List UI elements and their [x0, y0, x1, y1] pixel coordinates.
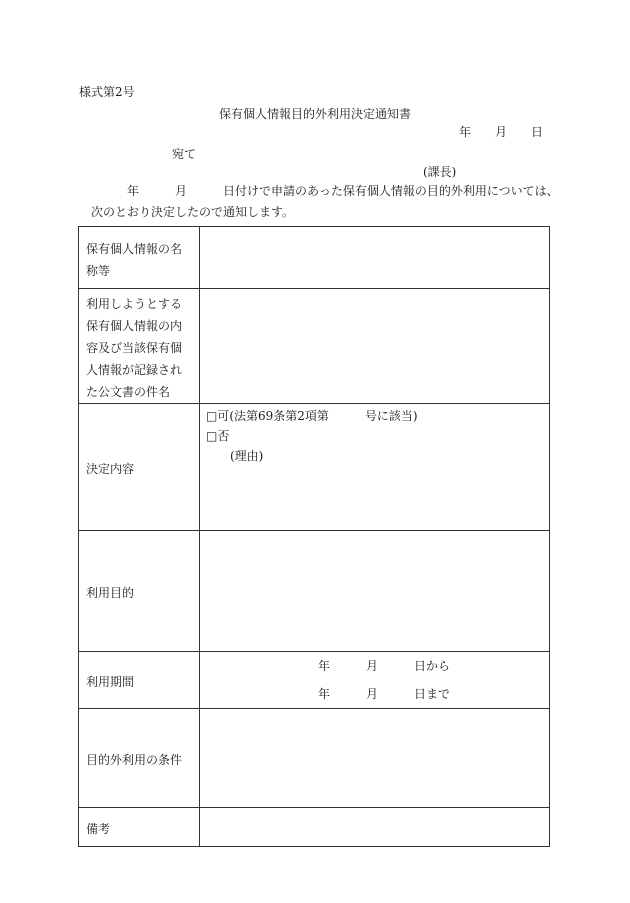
period-to: 年 月 日まで [318, 687, 451, 701]
table-row-conditions [79, 709, 550, 808]
remarks-value [200, 808, 550, 847]
body-text-line2: 次のとおり決定したので通知します。 [91, 205, 295, 219]
table-row-content [79, 289, 550, 404]
purpose-label: 利用目的 [79, 531, 200, 652]
document-title [0, 105, 630, 122]
notice-table [78, 226, 550, 847]
purpose-value [200, 531, 550, 652]
content-value [200, 289, 550, 404]
name-label: 保有個人情報の名称等 [79, 227, 200, 289]
name-value [200, 227, 550, 289]
table-row-name [79, 227, 550, 289]
date-year: 年 [459, 125, 472, 139]
decision-value [200, 404, 550, 531]
content-label: 利用しようとする保有個人情報の内容及び当該保有個人情報が記録された公文書の件名 [79, 289, 200, 404]
body-text-line1 [127, 182, 559, 199]
conditions-value [200, 709, 550, 808]
table-row-remarks [79, 808, 550, 847]
notice-date [459, 123, 543, 140]
reason-label: (理由) [230, 449, 264, 463]
conditions-label: 目的外利用の条件 [79, 709, 200, 808]
approve-option: □可(法第69条第2項第 号に該当) [206, 409, 418, 423]
deny-option: □否 [206, 429, 230, 443]
table-row-purpose [79, 531, 550, 652]
date-month: 月 [495, 125, 508, 139]
table-row-period [79, 652, 550, 709]
period-from: 年 月 日から [318, 659, 451, 673]
addressee: 宛て [172, 147, 197, 161]
application-month: 月 [175, 184, 188, 198]
table-row-decision [79, 404, 550, 531]
body-text-main: 日付けで申請のあった保有個人情報の目的外利用については、 [223, 184, 559, 198]
application-year: 年 [127, 184, 140, 198]
form-number: 様式第2号 [79, 85, 135, 99]
document-title-text: 保有個人情報目的外利用決定通知書 [218, 107, 411, 121]
remarks-label: 備考 [79, 808, 200, 847]
decision-label: 決定内容 [79, 404, 200, 531]
period-value [200, 652, 550, 709]
period-label: 利用期間 [79, 652, 200, 709]
issuer-title: (課長) [423, 165, 457, 179]
date-day: 日 [531, 125, 544, 139]
